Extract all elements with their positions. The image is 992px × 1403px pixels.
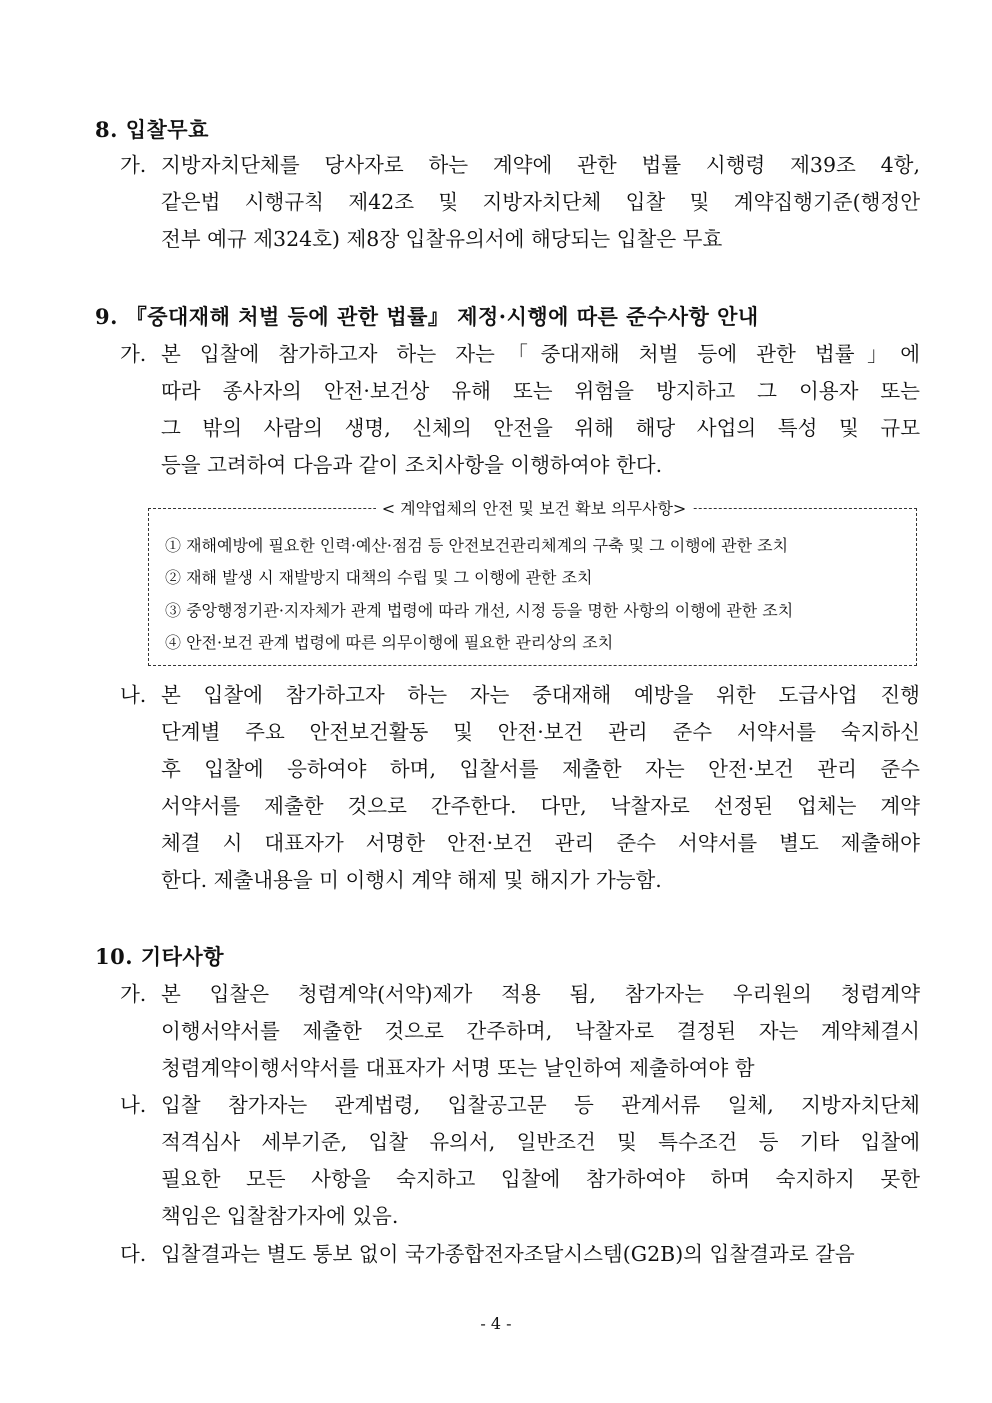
item-text <box>161 336 920 484</box>
text-line: 이행서약서를 제출한 것으로 간주하며, 낙찰자로 결정된 자는 계약체결시 <box>161 1019 920 1043</box>
text-line: 따라 종사자의 안전·보건상 유해 또는 위험을 방지하고 그 이용자 또는 <box>161 379 920 403</box>
section-10-heading: 10. 기타사항 <box>95 944 224 969</box>
text-line: 입찰 참가자는 관계법령, 입찰공고문 등 관계서류 일체, 지방자치단체 <box>161 1093 920 1117</box>
text-line: 후 입찰에 응하여야 하며, 입찰서를 제출한 자는 안전·보건 관리 준수 <box>161 757 920 781</box>
text-line: 단계별 주요 안전보건활동 및 안전·보건 관리 준수 서약서를 숙지하신 <box>161 720 920 744</box>
item-text <box>161 1087 920 1235</box>
text-line: 책임은 입찰참가자에 있음. <box>161 1204 399 1228</box>
item-text <box>161 1236 920 1273</box>
item-marker: 나. <box>120 683 147 707</box>
section-9-heading: 9. 『중대재해 처벌 등에 관한 법률』 제정·시행에 따른 준수사항 안내 <box>95 304 759 329</box>
obligation-item-3: ③ 중앙행정기관·지자체가 관계 법령에 따라 개선, 시정 등을 명한 사항의 이행에 관한 조치 <box>165 601 794 620</box>
text-line: 입찰결과는 별도 통보 없이 국가종합전자조달시스템(G2B)의 입찰결과로 갈음 <box>161 1242 855 1266</box>
text-line: 본 입찰에 참가하고자 하는 자는「중대재해 처벌 등에 관한 법률」에 <box>161 342 920 366</box>
item-marker: 나. <box>120 1093 147 1117</box>
text-line: 지방자치단체를 당사자로 하는 계약에 관한 법률 시행령 제39조 4항, <box>161 153 920 177</box>
obligation-item-1: ① 재해예방에 필요한 인력·예산·점검 등 안전보건관리체계의 구축 및 그 이행에 관한 조치 <box>165 536 789 555</box>
obligations-box-caption <box>150 497 918 521</box>
text-line: 본 입찰은 청렴계약(서약)제가 적용 됨, 참가자는 우리원의 청렴계약 <box>161 982 920 1006</box>
item-text <box>161 147 920 258</box>
section-8-heading: 8. 입찰무효 <box>95 117 209 142</box>
box-caption-text: < 계약업체의 안전 및 보건 확보 의무사항> <box>376 499 693 518</box>
item-marker: 다. <box>120 1242 147 1266</box>
text-line: 적격심사 세부기준, 입찰 유의서, 일반조건 및 특수조건 등 기타 입찰에 <box>161 1130 920 1154</box>
text-line: 한다. 제출내용을 미 이행시 계약 해제 및 해지가 가능함. <box>161 868 662 892</box>
item-text <box>161 677 920 899</box>
text-line: 전부 예규 제324호) 제8장 입찰유의서에 해당되는 입찰은 무효 <box>161 227 723 251</box>
text-line: 본 입찰에 참가하고자 하는 자는 중대재해 예방을 위한 도급사업 진행 <box>161 683 920 707</box>
item-marker: 가. <box>120 342 147 366</box>
page-number: - 4 - <box>480 1314 512 1333</box>
obligation-item-2: ② 재해 발생 시 재발방지 대책의 수립 및 그 이행에 관한 조치 <box>165 568 593 587</box>
text-line: 청렴계약이행서약서를 대표자가 서명 또는 날인하여 제출하여야 함 <box>161 1056 755 1080</box>
text-line: 등을 고려하여 다음과 같이 조치사항을 이행하여야 한다. <box>161 453 663 477</box>
text-line: 같은법 시행규칙 제42조 및 지방자치단체 입찰 및 계약집행기준(행정안 <box>161 190 920 214</box>
text-line: 그 밖의 사람의 생명, 신체의 안전을 위해 해당 사업의 특성 및 규모 <box>161 416 920 440</box>
text-line: 필요한 모든 사항을 숙지하고 입찰에 참가하여야 하며 숙지하지 못한 <box>161 1167 920 1191</box>
item-text <box>161 976 920 1087</box>
text-line: 서약서를 제출한 것으로 간주한다. 다만, 낙찰자로 선정된 업체는 계약 <box>161 794 920 818</box>
item-marker: 가. <box>120 153 147 177</box>
obligation-item-4: ④ 안전·보건 관계 법령에 따른 의무이행에 필요한 관리상의 조치 <box>165 633 614 652</box>
item-marker: 가. <box>120 982 147 1006</box>
text-line: 체결 시 대표자가 서명한 안전·보건 관리 준수 서약서를 별도 제출해야 <box>161 831 920 855</box>
